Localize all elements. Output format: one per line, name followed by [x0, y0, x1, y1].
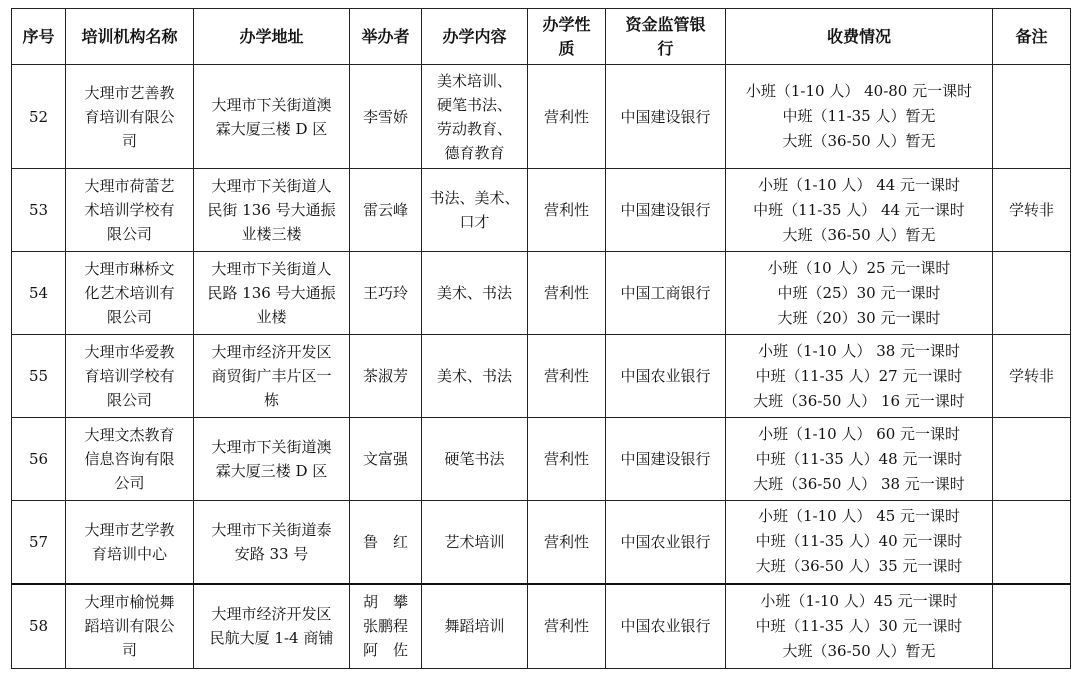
cell-remark — [993, 65, 1071, 169]
cell-fees-line: 中班（11-35 人）27 元一课时 — [755, 366, 963, 385]
cell-address — [194, 169, 350, 252]
cell-content-line: 美术、书法 — [436, 367, 512, 385]
cell-address — [194, 584, 350, 669]
cell-address-line: 大理市下关街道泰 — [211, 520, 332, 539]
cell-content — [422, 169, 528, 252]
cell-content-line: 硬笔书法 — [444, 450, 505, 468]
cell-fees-line: 大班（36-50 人）35 元一课时 — [755, 557, 963, 576]
cell-name-line: 限公司 — [106, 225, 152, 243]
header-bank-line: 行 — [657, 38, 674, 58]
cell-fees-line: 中班（11-35 人） 44 元一课时 — [753, 200, 965, 219]
cell-name — [66, 584, 194, 669]
cell-seq: 54 — [12, 252, 66, 335]
cell-content — [422, 584, 528, 669]
cell-remark — [993, 418, 1071, 501]
cell-address-line: 大理市经济开发区 — [211, 343, 332, 361]
header-row — [12, 9, 1071, 65]
cell-fees-line: 小班（1-10 人） 60 元一课时 — [757, 424, 961, 443]
cell-address-line: 大理市经济开发区 — [211, 605, 332, 624]
header-name: 培训机构名称 — [66, 9, 194, 65]
cell-address-line: 民路 136 号大通振 — [207, 284, 336, 302]
cell-name-line: 育培训学校有 — [84, 367, 175, 385]
cell-name — [66, 252, 194, 335]
cell-content — [422, 501, 528, 584]
cell-address — [194, 501, 350, 584]
cell-fees — [726, 584, 993, 669]
cell-remark: 学转非 — [993, 169, 1071, 252]
cell-fees-line: 中班（11-35 人）30 元一课时 — [755, 616, 963, 635]
cell-remark — [993, 501, 1071, 584]
cell-seq: 57 — [12, 501, 66, 584]
cell-content-line: 美术培训、 — [436, 71, 512, 90]
cell-name-line: 大理市荷蕾艺 — [84, 177, 175, 195]
cell-fees-line: 大班（20）30 元一课时 — [777, 308, 941, 327]
cell-fees-line: 大班（36-50 人） 38 元一课时 — [753, 474, 965, 493]
cell-organizer — [350, 335, 422, 418]
cell-seq: 52 — [12, 65, 66, 169]
cell-fees-line: 大班（36-50 人） 16 元一课时 — [753, 391, 965, 410]
cell-content — [422, 335, 528, 418]
cell-address-line: 霖大厦三楼 D 区 — [215, 462, 328, 480]
table-row — [12, 252, 1071, 335]
cell-fees-line: 大班（36-50 人）暂无 — [782, 225, 936, 244]
cell-nature: 营利性 — [528, 501, 606, 584]
cell-organizer — [350, 252, 422, 335]
cell-seq: 56 — [12, 418, 66, 501]
table-body — [12, 65, 1071, 669]
cell-name-line: 大理市榆悦舞 — [84, 593, 175, 612]
cell-name — [66, 501, 194, 584]
header-nature-line: 质 — [558, 38, 575, 58]
cell-nature: 营利性 — [528, 418, 606, 501]
cell-name-line: 大理市艺学教 — [84, 520, 175, 539]
table-row — [12, 501, 1071, 584]
header-content: 办学内容 — [422, 9, 528, 65]
cell-remark — [993, 584, 1071, 669]
cell-organizer-line: 鲁 红 — [362, 532, 408, 551]
cell-organizer — [350, 65, 422, 169]
cell-name-line: 大理市艺善教 — [84, 83, 175, 102]
cell-name-line: 术培训学校有 — [84, 201, 175, 219]
cell-name — [66, 169, 194, 252]
cell-fees-line: 小班（1-10 人）45 元一课时 — [760, 591, 958, 610]
cell-nature: 营利性 — [528, 252, 606, 335]
cell-name-line: 育培训有限公 — [84, 107, 175, 126]
cell-content-line: 美术、书法 — [436, 284, 512, 302]
cell-content-line: 劳动教育、 — [436, 119, 512, 138]
cell-organizer-line: 雷云峰 — [362, 201, 408, 219]
header-bank — [606, 9, 726, 65]
cell-fees — [726, 418, 993, 501]
table-row — [12, 418, 1071, 501]
cell-organizer — [350, 584, 422, 669]
cell-content-line: 书法、美术、 — [429, 189, 520, 207]
table-row — [12, 335, 1071, 418]
cell-address — [194, 252, 350, 335]
cell-address-line: 大理市下关街道人 — [211, 260, 332, 278]
cell-name-line: 大理文杰教育 — [84, 426, 175, 444]
cell-address-line: 大理市下关街道人 — [211, 177, 332, 195]
cell-fees-line: 大班（36-50 人）暂无 — [782, 641, 936, 660]
cell-fees-line: 小班（1-10 人） 38 元一课时 — [757, 341, 961, 360]
header-seq: 序号 — [12, 9, 66, 65]
cell-address-line: 安路 33 号 — [234, 544, 309, 563]
cell-fees — [726, 252, 993, 335]
cell-bank: 中国工商银行 — [606, 252, 726, 335]
cell-fees-line: 小班（1-10 人） 40-80 元一课时 — [745, 82, 973, 100]
cell-bank: 中国农业银行 — [606, 584, 726, 669]
cell-address — [194, 65, 350, 169]
cell-name-line: 司 — [121, 641, 137, 660]
cell-fees-line: 中班（11-35 人）暂无 — [782, 107, 936, 125]
cell-organizer-line: 阿 佐 — [362, 641, 408, 660]
cell-name — [66, 418, 194, 501]
cell-fees-line: 小班（1-10 人） 44 元一课时 — [757, 175, 961, 194]
cell-name-line: 信息咨询有限 — [84, 450, 175, 468]
cell-address-line: 民街 136 号大通振 — [207, 201, 336, 219]
cell-organizer-line: 张鹏程 — [362, 617, 408, 636]
cell-fees-line: 小班（1-10 人） 45 元一课时 — [757, 507, 961, 526]
cell-fees-line: 中班（25）30 元一课时 — [777, 283, 941, 302]
cell-organizer-line: 茶淑芳 — [362, 367, 408, 385]
table-row — [12, 169, 1071, 252]
cell-nature: 营利性 — [528, 65, 606, 169]
cell-organizer-line: 胡 攀 — [362, 593, 408, 612]
table-row — [12, 584, 1071, 669]
cell-name-line: 蹈培训有限公 — [84, 617, 175, 636]
cell-name — [66, 65, 194, 169]
cell-content-line: 艺术培训 — [444, 532, 505, 551]
cell-name-line: 限公司 — [106, 308, 152, 326]
cell-address-line: 业楼 — [256, 308, 287, 326]
cell-fees-line: 中班（11-35 人）40 元一课时 — [755, 532, 963, 551]
cell-address-line: 商贸街广丰片区一 — [211, 367, 332, 385]
cell-name-line: 司 — [121, 131, 137, 150]
cell-fees — [726, 65, 993, 169]
cell-seq: 53 — [12, 169, 66, 252]
cell-remark — [993, 252, 1071, 335]
cell-fees-line: 中班（11-35 人）48 元一课时 — [755, 449, 963, 468]
cell-remark: 学转非 — [993, 335, 1071, 418]
cell-content — [422, 252, 528, 335]
cell-organizer-line: 李雪娇 — [362, 107, 408, 126]
header-remark: 备注 — [993, 9, 1071, 65]
cell-nature: 营利性 — [528, 169, 606, 252]
cell-organizer — [350, 501, 422, 584]
cell-address-line: 栋 — [263, 391, 279, 409]
table-header — [12, 9, 1071, 65]
cell-name-line: 公司 — [114, 474, 145, 492]
cell-content-line: 德育教育 — [444, 143, 505, 162]
cell-name-line: 大理市华爱教 — [84, 343, 175, 361]
cell-fees-line: 大班（36-50 人）暂无 — [782, 132, 936, 150]
cell-bank: 中国农业银行 — [606, 335, 726, 418]
cell-content-line: 舞蹈培训 — [444, 617, 505, 636]
cell-bank: 中国建设银行 — [606, 418, 726, 501]
cell-organizer — [350, 169, 422, 252]
cell-fees — [726, 335, 993, 418]
cell-name-line: 大理市琳桥文 — [84, 260, 175, 278]
cell-address-line: 民航大厦 1-4 商铺 — [209, 629, 334, 648]
cell-address — [194, 418, 350, 501]
header-nature-line: 办学性 — [542, 14, 591, 34]
header-fees: 收费情况 — [726, 9, 993, 65]
cell-address-line: 大理市下关街道澳 — [211, 95, 332, 114]
header-nature — [528, 9, 606, 65]
cell-seq: 55 — [12, 335, 66, 418]
cell-name — [66, 335, 194, 418]
cell-name-line: 化艺术培训有 — [84, 284, 175, 302]
cell-bank: 中国建设银行 — [606, 169, 726, 252]
cell-content-line: 硬笔书法、 — [436, 95, 512, 114]
institution-table — [11, 8, 1071, 669]
cell-address-line: 业楼三楼 — [241, 225, 302, 243]
cell-content — [422, 418, 528, 501]
header-organizer: 举办者 — [350, 9, 422, 65]
cell-address-line: 大理市下关街道澳 — [211, 438, 332, 456]
table-row — [12, 65, 1071, 169]
cell-fees — [726, 169, 993, 252]
cell-address-line: 霖大厦三楼 D 区 — [215, 119, 328, 138]
cell-bank: 中国农业银行 — [606, 501, 726, 584]
cell-name-line: 限公司 — [106, 391, 152, 409]
cell-content-line: 口才 — [459, 213, 490, 231]
cell-bank: 中国建设银行 — [606, 65, 726, 169]
cell-fees — [726, 501, 993, 584]
cell-seq: 58 — [12, 584, 66, 669]
cell-organizer-line: 文富强 — [362, 450, 408, 468]
header-address: 办学地址 — [194, 9, 350, 65]
cell-content — [422, 65, 528, 169]
header-bank-line: 资金监管银 — [625, 14, 706, 34]
cell-organizer — [350, 418, 422, 501]
cell-name-line: 育培训中心 — [91, 544, 167, 563]
cell-address — [194, 335, 350, 418]
cell-nature: 营利性 — [528, 335, 606, 418]
cell-fees-line: 小班（10 人）25 元一课时 — [767, 258, 951, 277]
cell-nature: 营利性 — [528, 584, 606, 669]
cell-organizer-line: 王巧玲 — [362, 284, 408, 302]
